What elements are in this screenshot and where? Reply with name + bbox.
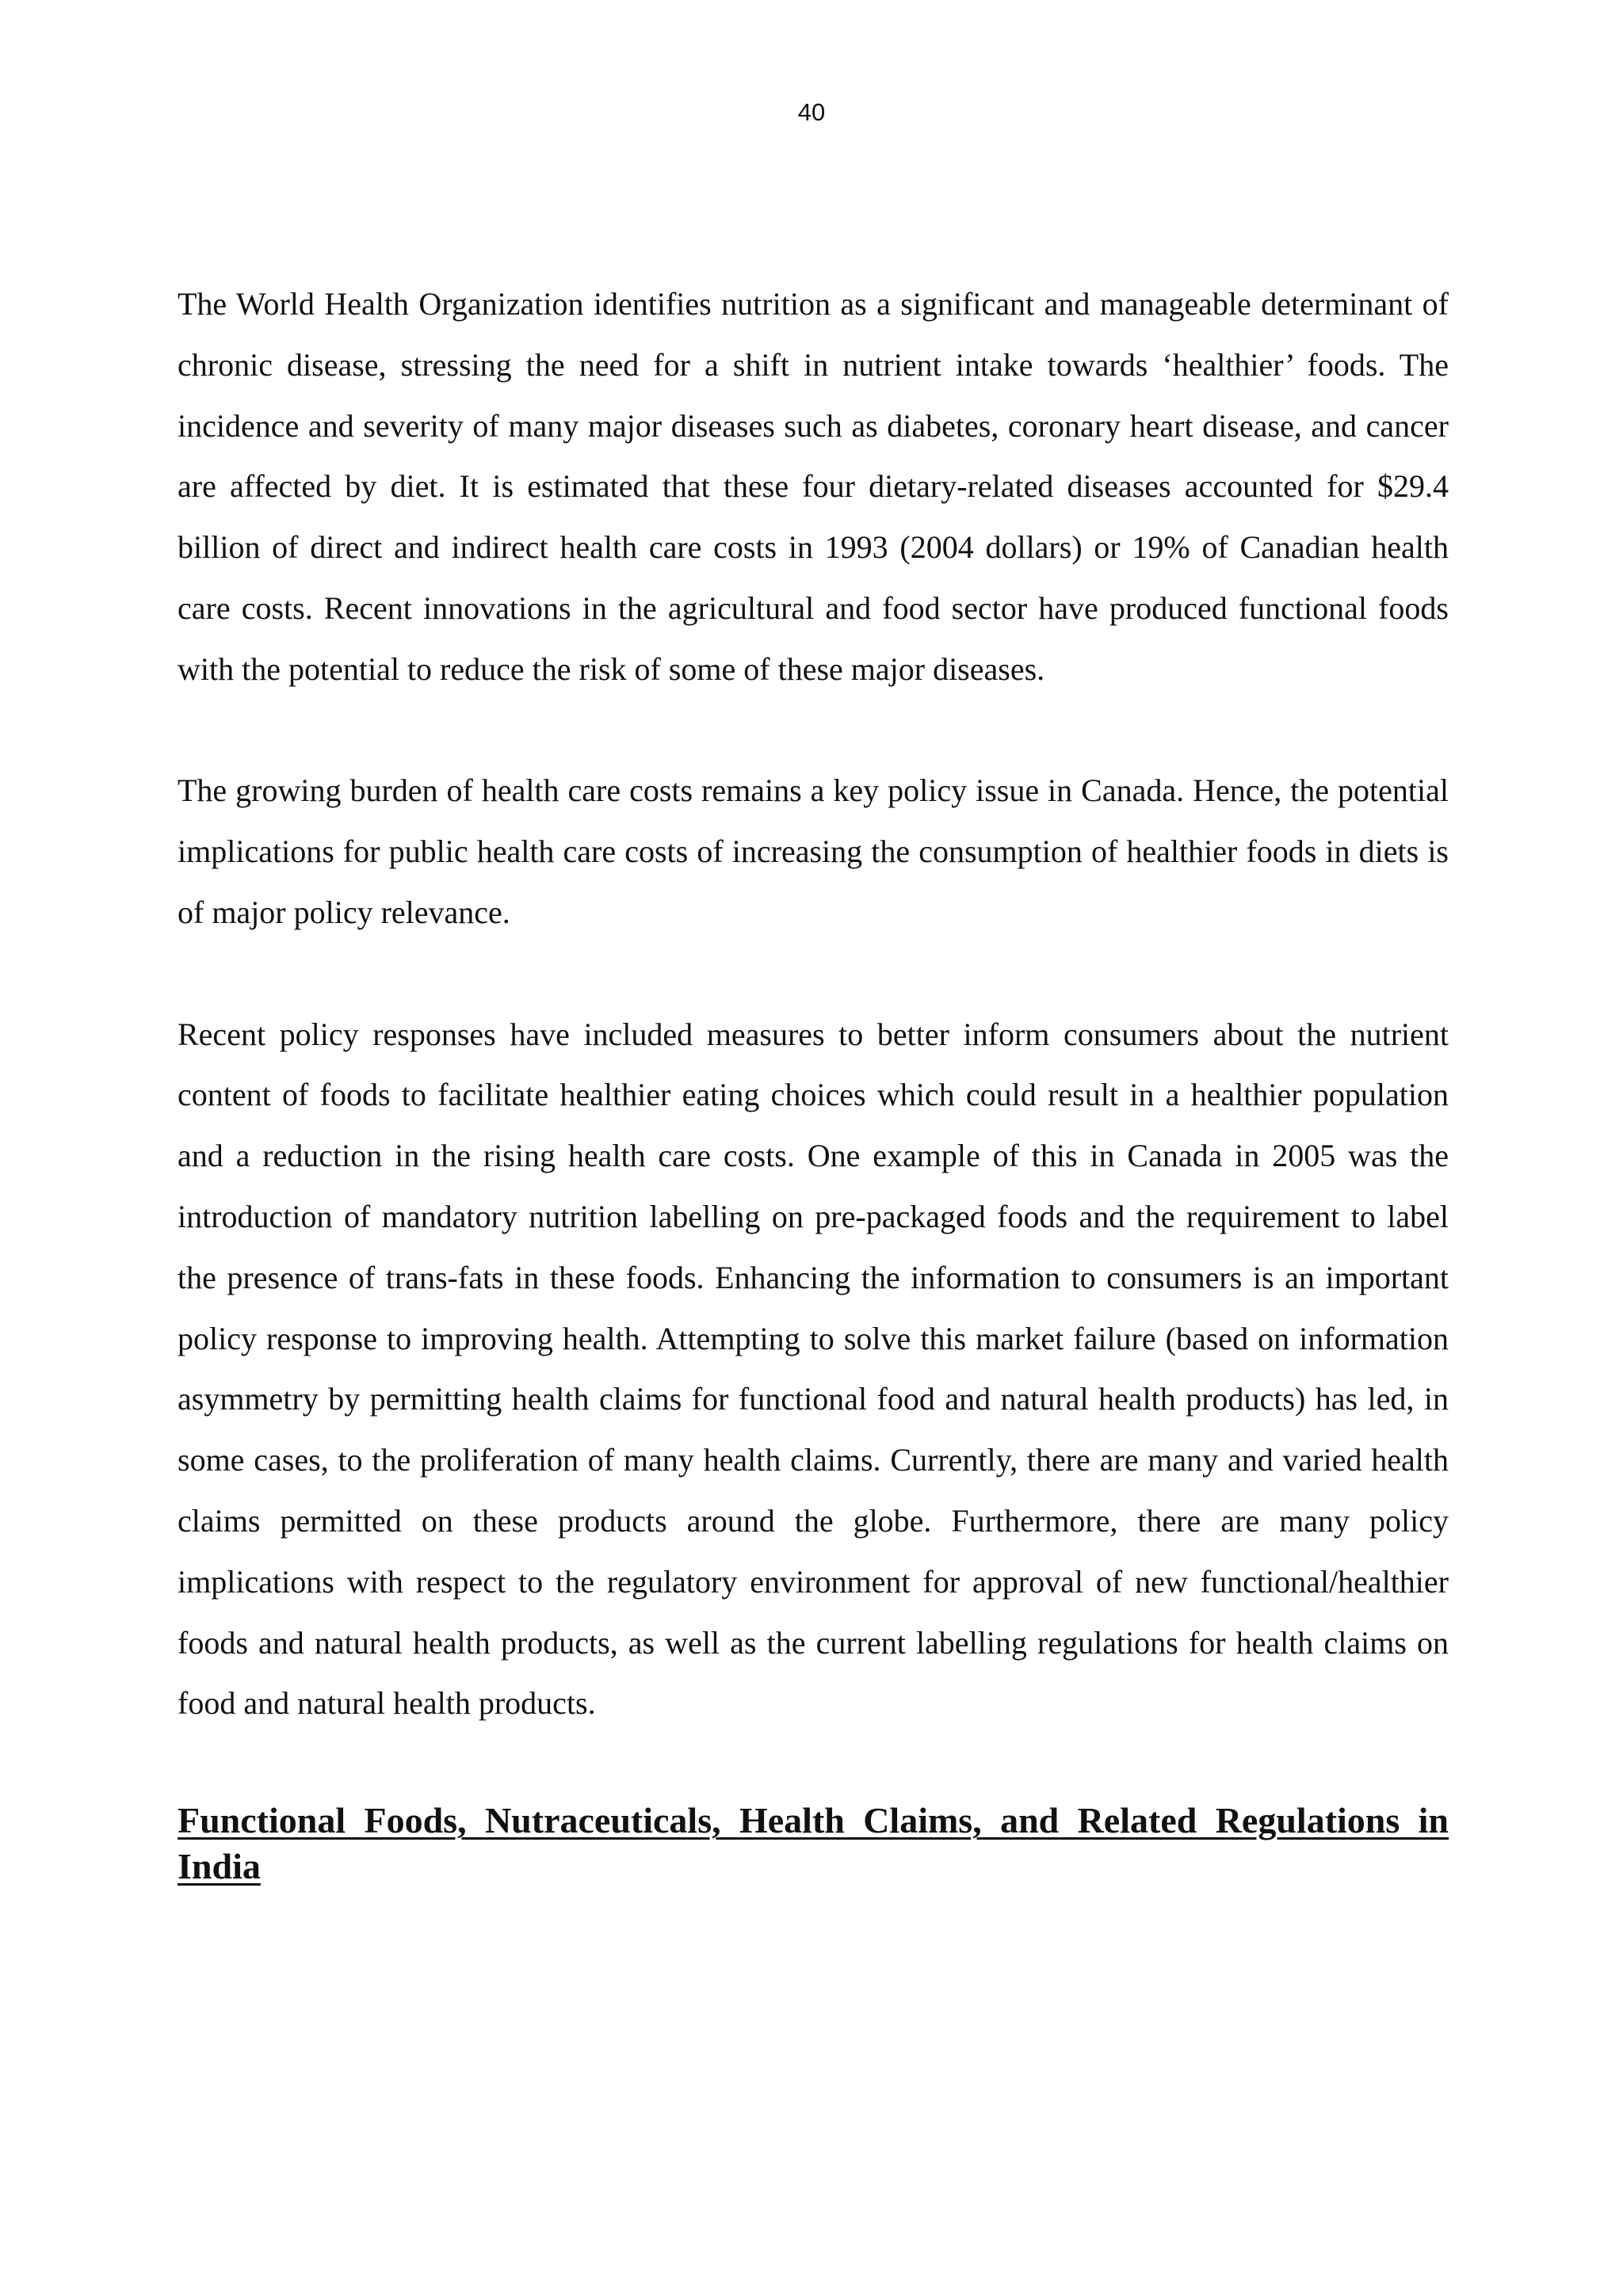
section-heading: Functional Foods, Nutraceuticals, Health Claims, and Related Regulations in India [178, 1800, 1449, 1887]
paragraph-who-nutrition: The World Health Organization identifies nutrition as a significant and manageable determinant of chronic disease, stressing the need for a shift in nutrient intake towards ‘healthier’ foods. The incidence and severity of many major diseases such as diabetes, coronary heart disease, and cancer are affected by diet. It is estimated that these four dietary-related diseases accounted for $29.4 billion of direct and indirect health care costs in 1993 (2004 dollars) or 19% of Canadian health care costs. Recent innovations in the agricultural and food sector have produced functional foods with the potential to reduce the risk of some of these major diseases. [178, 286, 1449, 687]
paragraph-health-care-costs: The growing burden of health care costs remains a key policy issue in Canada. Hence, the potential implications for public health care costs of increasing the consumption of healthier foods in diets is of major policy relevance. [178, 772, 1449, 930]
page-number: 40 [797, 98, 826, 126]
paragraph-policy-responses: Recent policy responses have included measures to better inform consumers about the nutrient content of foods to facilitate healthier eating choices which could result in a healthier population and a reduction in the rising health care costs. One example of this in Canada in 2005 was the introduction of mandatory nutrition labelling on pre-packaged foods and the requirement to label the presence of trans-fats in these foods. Enhancing the information to consumers is an important policy response to improving health. Attempting to solve this market failure (based on information asymmetry by permitting health claims for functional food and natural health products) has led, in some cases, to the proliferation of many health claims. Currently, there are many and varied health claims permitted on these products around the globe. Furthermore, there are many policy implications with respect to the regulatory environment for approval of new functional/healthier foods and natural health products, as well as the current labelling regulations for health claims on food and natural health products. [178, 1016, 1449, 1722]
document-body [178, 274, 1449, 1890]
